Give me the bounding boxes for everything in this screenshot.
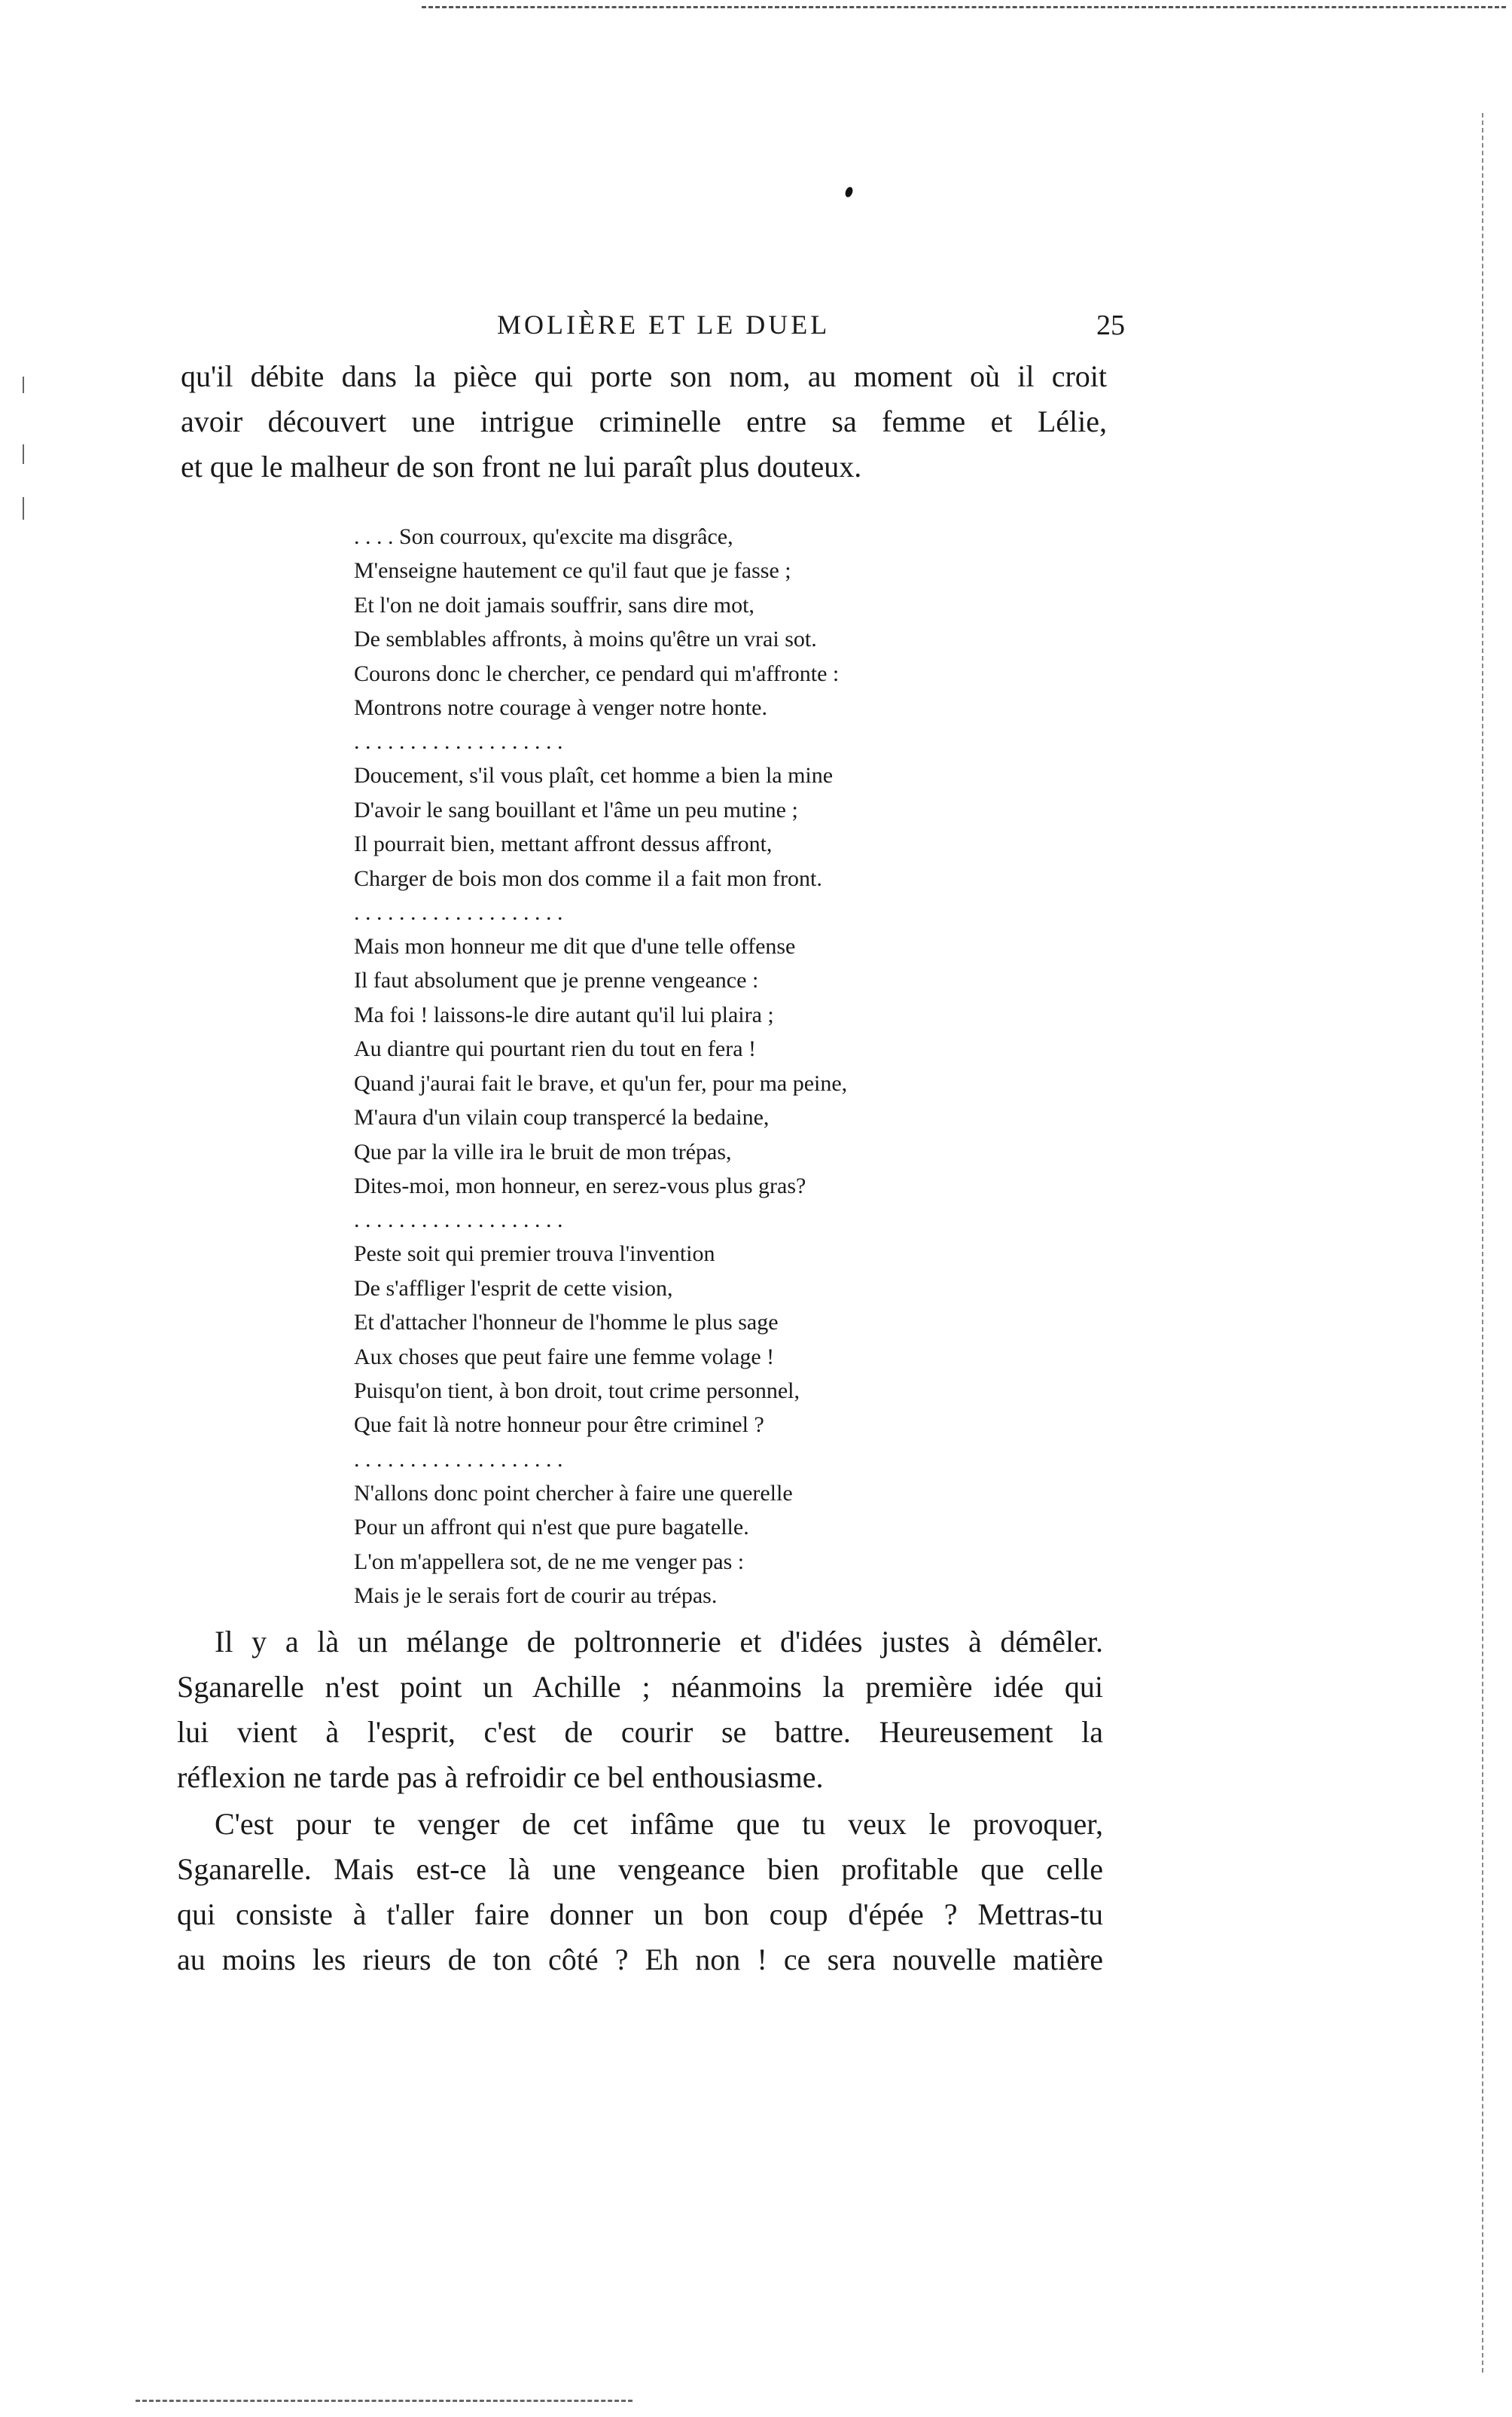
text-line: Sganarelle n'est point un Achille ; néanmoins la première idée qui <box>177 1670 1103 1704</box>
scan-mark-left <box>23 377 24 393</box>
intro-paragraph <box>181 354 1107 490</box>
text-line: et que le malheur de son front ne lui paraît plus douteux. <box>181 450 862 484</box>
text-line: qu'il débite dans la pièce qui porte son nom, au moment où il croit <box>181 359 1107 393</box>
scan-mark-left <box>23 497 24 520</box>
page-number: 25 <box>1096 310 1125 341</box>
verse-line: Que par la ville ira le bruit de mon trépas, <box>354 1139 732 1164</box>
verse-line: . . . . Son courroux, qu'excite ma disgrâce, <box>354 524 733 549</box>
scan-edge-top <box>422 6 1506 8</box>
verse-quotation <box>354 520 1017 1613</box>
verse-line: De semblables affronts, à moins qu'être un vrai sot. <box>354 627 817 652</box>
text-line: avoir découvert une intrigue criminelle entre sa femme et Lélie, <box>181 404 1107 438</box>
verse-line: Charger de bois mon dos comme il a fait mon front. <box>354 865 822 891</box>
verse-line: Peste soit qui premier trouva l'invention <box>354 1241 715 1267</box>
ink-spot <box>844 186 854 198</box>
verse-line: De s'affliger l'esprit de cette vision, <box>354 1275 673 1301</box>
ellipsis-separator: . . . . . . . . . . . . . . . . . . . <box>354 1446 563 1472</box>
verse-line: Mais mon honneur me dit que d'une telle offense <box>354 934 796 960</box>
verse-line: Que fait là notre honneur pour être criminel ? <box>354 1412 764 1438</box>
verse-line: Ma foi ! laissons-le dire autant qu'il lui plaira ; <box>354 1002 774 1027</box>
ellipsis-separator: . . . . . . . . . . . . . . . . . . . <box>354 1207 563 1233</box>
verse-line: D'avoir le sang bouillant et l'âme un peu mutine ; <box>354 797 798 822</box>
verse-line: L'on m'appellera sot, de ne me venger pas : <box>354 1549 745 1574</box>
text-line: lui vient à l'esprit, c'est de courir se battre. Heureusement la <box>177 1715 1103 1749</box>
text-line: Sganarelle. Mais est-ce là une vengeance bien profitable que celle <box>177 1852 1103 1886</box>
verse-line: Pour un affront qui n'est que pure bagatelle. <box>354 1515 749 1540</box>
running-header <box>0 309 1512 346</box>
verse-line: M'aura d'un vilain coup transpercé la bedaine, <box>354 1105 770 1131</box>
verse-line: Il faut absolument que je prenne vengeance : <box>354 968 759 993</box>
body-paragraph <box>177 1619 1103 1800</box>
verse-line: Doucement, s'il vous plaît, cet homme a bien la mine <box>354 763 834 789</box>
verse-line: N'allons donc point chercher à faire une querelle <box>354 1480 793 1506</box>
scan-mark-left <box>23 444 24 464</box>
scan-edge-bottom <box>136 2400 633 2402</box>
verse-line: Quand j'aurai fait le brave, et qu'un fer, pour ma peine, <box>354 1070 848 1096</box>
verse-line: M'enseigne hautement ce qu'il faut que je fasse ; <box>354 558 791 584</box>
body-paragraph <box>177 1802 1103 1982</box>
text-line: Il y a là un mélange de poltronnerie et d'idées justes à démêler. <box>215 1625 1103 1659</box>
verse-line: Il pourrait bien, mettant affront dessus affront, <box>354 832 773 857</box>
verse-line: Montrons notre courage à venger notre honte. <box>354 695 767 721</box>
verse-line: Et l'on ne doit jamais souffrir, sans dire mot, <box>354 592 754 618</box>
running-title: MOLIÈRE ET LE DUEL <box>497 310 831 340</box>
ellipsis-separator: . . . . . . . . . . . . . . . . . . . <box>354 729 563 755</box>
verse-line: Dites-moi, mon honneur, en serez-vous plus gras? <box>354 1173 806 1198</box>
text-line: C'est pour te venger de cet infâme que tu veux le provoquer, <box>215 1807 1103 1841</box>
verse-line: Et d'attacher l'honneur de l'homme le plus sage <box>354 1310 779 1335</box>
verse-line: Aux choses que peut faire une femme volage ! <box>354 1344 775 1369</box>
text-line: qui consiste à t'aller faire donner un bon coup d'épée ? Mettras-tu <box>177 1897 1103 1931</box>
text-line: au moins les rieurs de ton côté ? Eh non ! ce sera nouvelle matière <box>177 1942 1103 1976</box>
scan-edge-right <box>1482 113 1483 2373</box>
verse-line: Au diantre qui pourtant rien du tout en fera ! <box>354 1036 756 1062</box>
verse-line: Puisqu'on tient, à bon droit, tout crime personnel, <box>354 1378 800 1403</box>
verse-line: Courons donc le chercher, ce pendard qui m'affronte : <box>354 661 840 686</box>
ellipsis-separator: . . . . . . . . . . . . . . . . . . . <box>354 900 563 926</box>
text-line: réflexion ne tarde pas à refroidir ce bel enthousiasme. <box>177 1760 824 1794</box>
verse-line: Mais je le serais fort de courir au trépas. <box>354 1582 718 1608</box>
